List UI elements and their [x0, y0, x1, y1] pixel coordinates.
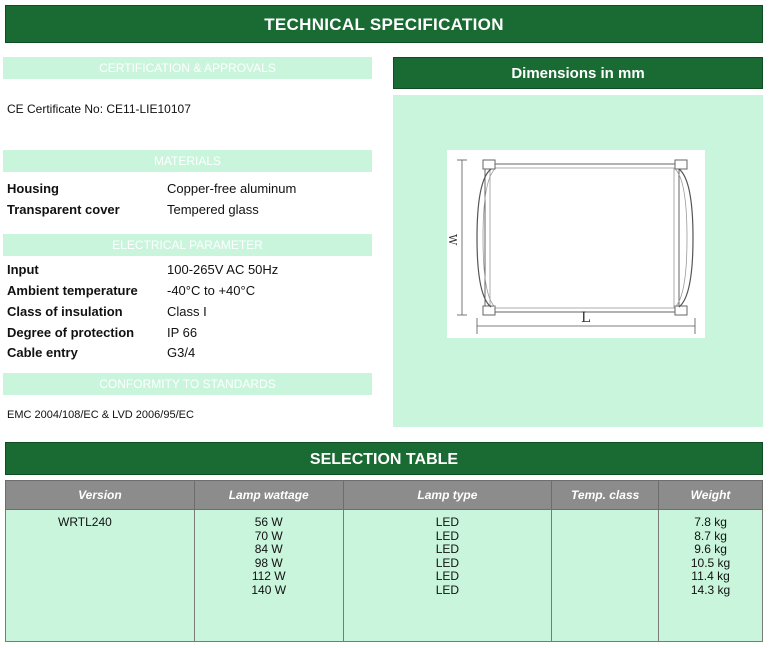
- table-row: [6, 510, 763, 642]
- weight-value: 14.3 kg: [690, 582, 731, 597]
- column-header-lamp-type: Lamp type: [343, 481, 552, 510]
- cable-entry-value: G3/4: [167, 345, 196, 360]
- lamp-wattage-cell: [194, 510, 343, 642]
- insulation-value: Class I: [167, 304, 207, 319]
- lamp-type-value: LED: [435, 569, 460, 583]
- wattage-value: 140 W: [251, 582, 287, 597]
- table-header-row: [6, 481, 763, 510]
- wattage-value: 84 W: [254, 542, 283, 556]
- selection-table-heading: SELECTION TABLE: [5, 442, 763, 475]
- electrical-heading: ELECTRICAL PARAMETER: [3, 234, 372, 256]
- weight-value: 7.8 kg: [694, 515, 727, 529]
- housing-value: Copper-free aluminum: [167, 181, 297, 196]
- lamp-type-value: LED: [435, 542, 460, 556]
- wattage-value: 70 W: [254, 528, 283, 543]
- lamp-type-cell: [343, 510, 552, 642]
- selection-table: [5, 480, 763, 642]
- cover-value: Tempered glass: [167, 202, 259, 217]
- conformity-standards: EMC 2004/108/EC & LVD 2006/95/EC: [7, 409, 194, 421]
- weight-cell: [659, 510, 763, 642]
- lamp-type-value: LED: [435, 555, 460, 570]
- ambient-temperature-value: -40°C to +40°C: [167, 283, 256, 298]
- column-header-version: Version: [6, 481, 195, 510]
- protection-value: IP 66: [167, 325, 198, 340]
- dimension-drawing: [447, 150, 705, 338]
- weight-value: 11.4 kg: [691, 569, 730, 583]
- temp-class-cell: [552, 510, 659, 642]
- length-label: L: [581, 310, 591, 326]
- ambient-temperature-label: Ambient temperature: [7, 283, 138, 298]
- page-title: TECHNICAL SPECIFICATION: [5, 5, 763, 43]
- weight-value: 9.6 kg: [694, 542, 727, 556]
- width-label: W: [447, 234, 459, 246]
- cable-entry-label: Cable entry: [7, 345, 78, 360]
- insulation-label: Class of insulation: [7, 304, 123, 319]
- protection-label: Degree of protection: [7, 325, 135, 340]
- cover-label: Transparent cover: [7, 202, 120, 217]
- certification-heading: CERTIFICATION & APPROVALS: [3, 57, 372, 79]
- input-value: 100-265V AC 50Hz: [167, 262, 279, 277]
- column-header-weight: Weight: [659, 481, 763, 510]
- lamp-type-value: LED: [435, 528, 460, 543]
- lamp-type-value: LED: [435, 582, 460, 597]
- weight-value: 8.7 kg: [694, 528, 727, 543]
- wattage-value: 112 W: [251, 569, 286, 583]
- weight-value: 10.5 kg: [690, 555, 731, 570]
- wattage-value: 56 W: [254, 515, 283, 529]
- version-cell: WRTL240: [6, 510, 195, 642]
- column-header-lamp-wattage: Lamp wattage: [194, 481, 343, 510]
- lamp-type-value: LED: [435, 515, 460, 529]
- dimensions-heading: Dimensions in mm: [393, 57, 763, 89]
- housing-label: Housing: [7, 181, 59, 196]
- column-header-temp-class: Temp. class: [552, 481, 659, 510]
- materials-heading: MATERIALS: [3, 150, 372, 172]
- certificate-number: CE Certificate No: CE11-LIE10107: [7, 102, 191, 116]
- wattage-value: 98 W: [254, 555, 283, 570]
- input-label: Input: [7, 262, 39, 277]
- conformity-heading: CONFORMITY TO STANDARDS: [3, 373, 372, 395]
